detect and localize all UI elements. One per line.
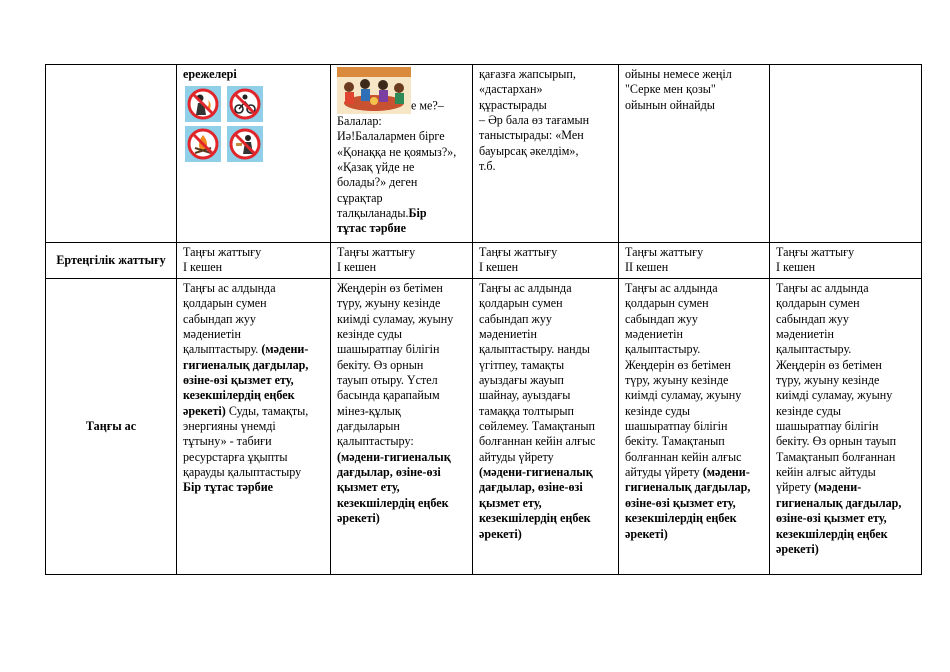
breakfast-text: Таңғы ас алдында: [183, 281, 276, 295]
breakfast-line: [479, 327, 613, 342]
exercise-4-line-1: Таңғы жаттығу: [625, 245, 704, 259]
breakfast-line: [479, 404, 613, 419]
breakfast-text: басында қарапайым: [337, 388, 440, 403]
breakfast-cell-4: [619, 279, 770, 575]
breakfast-bold-text: дағдылар, өзіне-өзі: [479, 480, 583, 495]
no-fire-icon: [185, 86, 221, 122]
breakfast-line: [183, 419, 325, 434]
no-campfire-icon: [185, 126, 221, 162]
breakfast-line: [183, 373, 325, 388]
breakfast-line: [183, 434, 325, 449]
breakfast-line: [625, 312, 764, 327]
breakfast-text: ауыздағы жауып: [479, 373, 564, 388]
breakfast-line: [183, 450, 325, 465]
breakfast-line: [337, 434, 467, 449]
breakfast-text: сабындап жуу: [625, 311, 698, 326]
breakfast-text: Тамақтанып болғаннан: [776, 449, 896, 464]
exercise-cell-5: [770, 243, 922, 279]
breakfast-bold-text: кезекшілердің еңбек: [337, 495, 449, 510]
breakfast-line: [479, 419, 613, 434]
dastarkhan-line-6: бауырсақ әкелдім»,: [479, 143, 579, 158]
breakfast-text: мәдениетін: [625, 327, 683, 342]
breakfast-bold-text: дағдылар, өзіне-өзі: [337, 465, 441, 480]
breakfast-line: [776, 358, 916, 373]
breakfast-text: энергияны үнемді: [183, 419, 276, 434]
breakfast-text: түру, жуыну кезінде: [337, 296, 441, 311]
guests-line-2: Иә!Балалармен бірге: [337, 129, 445, 144]
breakfast-cell-1: [177, 279, 331, 575]
dastarkhan-line-5: таныстырады: «Мен: [479, 128, 584, 143]
breakfast-line: [625, 281, 764, 296]
exercise-3-line-1: Таңғы жаттығу: [479, 245, 558, 259]
breakfast-line: [625, 465, 764, 480]
breakfast-cell-2: [331, 279, 473, 575]
breakfast-bold-text: кезекшілердің еңбек: [776, 526, 888, 541]
breakfast-line: [337, 296, 467, 311]
breakfast-text: қалыптастыру. нанды: [479, 342, 590, 357]
breakfast-line: [479, 527, 613, 542]
table-row-morning-exercise: [46, 243, 922, 279]
breakfast-line: [625, 419, 764, 434]
breakfast-line: [776, 480, 916, 495]
dastarkhan-line-1: қағазға жапсырып,: [479, 67, 576, 81]
exercise-1-line-2: І кешен: [183, 260, 223, 275]
guests-line-5: болады?» деген: [337, 175, 418, 190]
breakfast-text: Таңғы ас алдында: [625, 281, 718, 295]
breakfast-bold-text: әрекеті): [625, 526, 668, 541]
breakfast-line: [337, 511, 467, 526]
breakfast-text: шашыратпау білігін: [337, 342, 440, 357]
breakfast-line: [337, 450, 467, 465]
breakfast-line: [337, 419, 467, 434]
breakfast-line: [625, 327, 764, 342]
breakfast-text: түру, жуыну кезінде: [625, 373, 729, 388]
breakfast-line: [479, 496, 613, 511]
row-header-empty: [46, 65, 177, 243]
breakfast-bold-text: Бір тұтас тәрбие: [183, 480, 274, 495]
breakfast-line: [776, 450, 916, 465]
breakfast-bold-text: кезекшілердің еңбек: [183, 388, 295, 403]
breakfast-text: қолдарын сумен: [183, 296, 267, 311]
breakfast-bold-text: өзіне-өзі қызмет ету,: [625, 495, 736, 510]
breakfast-text: Таңғы ас алдында: [479, 281, 572, 295]
breakfast-text: киімді суламау, жуыну: [337, 311, 454, 326]
exercise-cell-4: [619, 243, 770, 279]
breakfast-text: кейін алғыс айтуды: [776, 465, 876, 480]
breakfast-line: [776, 404, 916, 419]
breakfast-text: киімді суламау, жуыну: [625, 388, 742, 403]
breakfast-text: шайнау, ауыздағы: [479, 388, 571, 403]
guests-line-7: талқыланады.: [337, 206, 409, 221]
breakfast-bold-text: қызмет ету,: [337, 480, 400, 495]
breakfast-bold-text: әрекеті): [337, 511, 380, 526]
game-line-1: ойыны немесе жеңіл: [625, 67, 732, 81]
breakfast-line: [776, 527, 916, 542]
breakfast-bold-text: гигиеналық дағдылар,: [776, 495, 902, 510]
safety-icons: [185, 86, 325, 162]
breakfast-cell-3: [473, 279, 619, 575]
exercise-1-line-1: Таңғы жаттығу: [183, 245, 262, 259]
breakfast-text: шашыратпау білігін: [625, 419, 728, 434]
row-header-breakfast: Таңғы ас: [46, 279, 177, 575]
no-matches-icon: [227, 126, 263, 162]
dastarkhan-line-4: – Әр бала өз тағамын: [479, 113, 590, 128]
breakfast-line: [183, 480, 325, 495]
exercise-cell-1: [177, 243, 331, 279]
table-row-continuation: [46, 65, 922, 243]
breakfast-text: дағдыларын: [337, 419, 400, 434]
dastarkhan-line-2: «дастархан»: [479, 82, 543, 97]
breakfast-text: болғаннан кейін алғыс: [479, 434, 596, 449]
breakfast-line: [479, 465, 613, 480]
breakfast-bold-text: (мәдени-: [814, 480, 862, 495]
breakfast-line: [183, 404, 325, 419]
breakfast-line: [337, 312, 467, 327]
breakfast-line: [337, 327, 467, 342]
breakfast-line: [625, 511, 764, 526]
breakfast-bold-text: әрекеті): [479, 526, 522, 541]
breakfast-text: қолдарын сумен: [625, 296, 709, 311]
breakfast-line: [183, 342, 325, 357]
breakfast-line: [479, 342, 613, 357]
breakfast-bold-text: қызмет ету,: [479, 495, 542, 510]
breakfast-line: [776, 388, 916, 403]
breakfast-text: мәдениетін: [479, 327, 537, 342]
breakfast-line: [625, 388, 764, 403]
breakfast-bold-text: (мәдени-: [702, 465, 750, 480]
breakfast-text: айтуды үйрету: [479, 449, 554, 464]
breakfast-bold-text: гигиеналық дағдылар,: [625, 480, 751, 495]
breakfast-bold-text: (мәдени-: [261, 342, 309, 357]
breakfast-text: Жеңдерін өз бетімен: [625, 357, 731, 372]
breakfast-line: [625, 358, 764, 373]
breakfast-text: қалыптастыру.: [776, 342, 852, 357]
breakfast-text: бекіту. Өз орнын тауып: [776, 434, 897, 449]
cell-game: [619, 65, 770, 243]
breakfast-line: [625, 434, 764, 449]
breakfast-line: [183, 465, 325, 480]
breakfast-line: [479, 450, 613, 465]
breakfast-line: [337, 404, 467, 419]
exercise-cell-2: [331, 243, 473, 279]
breakfast-line: [776, 296, 916, 311]
guests-line-3: «Қонаққа не қоямыз?»,: [337, 144, 457, 159]
breakfast-line: [776, 496, 916, 511]
breakfast-line: [479, 388, 613, 403]
breakfast-text: түру, жуыну кезінде: [776, 373, 880, 388]
breakfast-text: Таңғы ас алдында: [776, 281, 869, 295]
breakfast-bold-text: (мәдени-гигиеналық: [337, 449, 451, 464]
breakfast-line: [776, 327, 916, 342]
guests-line-1: Балалар:: [337, 114, 382, 128]
breakfast-line: [625, 373, 764, 388]
breakfast-line: [776, 281, 916, 296]
breakfast-line: [479, 434, 613, 449]
breakfast-text: тұтыну» - табиғи: [183, 434, 272, 449]
family-dinner-picture: [337, 67, 411, 114]
breakfast-text: бекіту. Өз орнын: [337, 357, 424, 372]
breakfast-line: [337, 465, 467, 480]
breakfast-line: [337, 496, 467, 511]
breakfast-line: [183, 296, 325, 311]
breakfast-line: [625, 296, 764, 311]
breakfast-text: тамаққа толтырып: [479, 403, 574, 418]
guests-line-6: сұрақтар: [337, 190, 383, 205]
breakfast-text: айтуды үйрету: [625, 465, 703, 480]
breakfast-text: бекіту. Тамақтанып: [625, 434, 725, 449]
breakfast-text: мінез-құлық: [337, 403, 401, 418]
breakfast-text: қалыптастыру.: [625, 342, 701, 357]
guests-line-4: «Қазақ үйде не: [337, 160, 415, 175]
breakfast-line: [479, 511, 613, 526]
cell-rules: [177, 65, 331, 243]
breakfast-line: [337, 388, 467, 403]
breakfast-text: сабындап жуу: [479, 311, 552, 326]
breakfast-text: үйрету: [776, 480, 815, 495]
exercise-cell-3: [473, 243, 619, 279]
breakfast-text: қолдарын сумен: [479, 296, 563, 311]
breakfast-text: сөйлемеу. Тамақтанып: [479, 419, 596, 434]
dastarkhan-line-7: т.б.: [479, 159, 496, 174]
breakfast-line: [479, 281, 613, 296]
breakfast-bold-text: гигиеналық дағдылар,: [183, 357, 309, 372]
breakfast-line: [776, 511, 916, 526]
table-row-breakfast: [46, 279, 922, 575]
breakfast-text: үгітпеу, тамақты: [479, 357, 565, 372]
game-line-3: ойынын ойнайды: [625, 97, 715, 112]
game-line-2: "Серке мен қозы": [625, 82, 716, 97]
breakfast-text: мәдениетін: [183, 327, 241, 342]
breakfast-text: қарауды қалыптастыру: [183, 465, 302, 480]
breakfast-line: [776, 434, 916, 449]
schedule-table: [45, 64, 922, 575]
breakfast-text: киімді суламау, жуыну: [776, 388, 893, 403]
breakfast-line: [479, 312, 613, 327]
breakfast-text: қалыптастыру:: [337, 434, 414, 449]
breakfast-line: [337, 342, 467, 357]
cell-dastarkhan: [473, 65, 619, 243]
exercise-3-line-2: І кешен: [479, 260, 519, 275]
breakfast-text: болғаннан кейін алғыс: [625, 449, 742, 464]
breakfast-line: [479, 480, 613, 495]
no-bike-icon: [227, 86, 263, 122]
breakfast-line: [776, 312, 916, 327]
row-header-morning-exercise: Ертеңгілік жаттығу: [46, 243, 177, 279]
breakfast-text: ресурстарға ұқыпты: [183, 449, 288, 464]
breakfast-line: [625, 450, 764, 465]
breakfast-line: [183, 312, 325, 327]
dastarkhan-line-3: құрастырады: [479, 97, 547, 112]
breakfast-line: [776, 419, 916, 434]
breakfast-text: сабындап жуу: [776, 311, 849, 326]
breakfast-line: [625, 480, 764, 495]
breakfast-line: [776, 342, 916, 357]
guests-bold-1: Бір: [408, 206, 427, 221]
breakfast-text: кезінде суды: [625, 403, 691, 418]
breakfast-line: [183, 388, 325, 403]
guests-question-tail: е ме?–: [411, 98, 444, 113]
cell-rules-title: ережелері: [183, 67, 237, 81]
breakfast-line: [337, 281, 467, 296]
breakfast-line: [183, 358, 325, 373]
breakfast-line: [479, 373, 613, 388]
breakfast-line: [183, 281, 325, 296]
breakfast-text: мәдениетін: [776, 327, 834, 342]
breakfast-text: Жеңдерін өз бетімен: [776, 357, 882, 372]
breakfast-text: сабындап жуу: [183, 311, 256, 326]
breakfast-line: [479, 358, 613, 373]
guests-bold-2: тұтас тәрбие: [337, 221, 406, 236]
breakfast-cell-5: [770, 279, 922, 575]
breakfast-text: қалыптастыру.: [183, 342, 262, 357]
breakfast-text: тауып отыру. Үстел: [337, 373, 438, 388]
exercise-4-line-2: ІІ кешен: [625, 260, 669, 275]
breakfast-bold-text: әрекеті): [776, 541, 819, 556]
breakfast-line: [337, 373, 467, 388]
breakfast-line: [337, 358, 467, 373]
breakfast-line: [776, 373, 916, 388]
breakfast-bold-text: (мәдени-гигиеналық: [479, 465, 593, 480]
breakfast-text: Суды, тамақты,: [225, 403, 309, 418]
exercise-2-line-1: Таңғы жаттығу: [337, 245, 416, 259]
breakfast-line: [479, 296, 613, 311]
breakfast-bold-text: кезекшілердің еңбек: [625, 511, 737, 526]
breakfast-line: [625, 496, 764, 511]
breakfast-bold-text: кезекшілердің еңбек: [479, 511, 591, 526]
exercise-2-line-2: І кешен: [337, 260, 377, 275]
breakfast-line: [625, 342, 764, 357]
breakfast-text: қолдарын сумен: [776, 296, 860, 311]
breakfast-line: [776, 542, 916, 557]
breakfast-text: кезінде суды: [776, 403, 842, 418]
cell-empty: [770, 65, 922, 243]
breakfast-line: [776, 465, 916, 480]
breakfast-text: шашыратпау білігін: [776, 419, 879, 434]
breakfast-line: [183, 327, 325, 342]
breakfast-text: кезінде суды: [337, 327, 403, 342]
exercise-5-line-1: Таңғы жаттығу: [776, 245, 855, 259]
breakfast-bold-text: өзіне-өзі қызмет ету,: [183, 373, 294, 388]
cell-guests: [331, 65, 473, 243]
breakfast-bold-text: өзіне-өзі қызмет ету,: [776, 511, 887, 526]
breakfast-bold-text: әрекеті): [183, 403, 226, 418]
breakfast-text: Жеңдерін өз бетімен: [337, 281, 443, 295]
exercise-5-line-2: І кешен: [776, 260, 816, 275]
breakfast-line: [625, 404, 764, 419]
breakfast-line: [337, 480, 467, 495]
breakfast-line: [625, 527, 764, 542]
